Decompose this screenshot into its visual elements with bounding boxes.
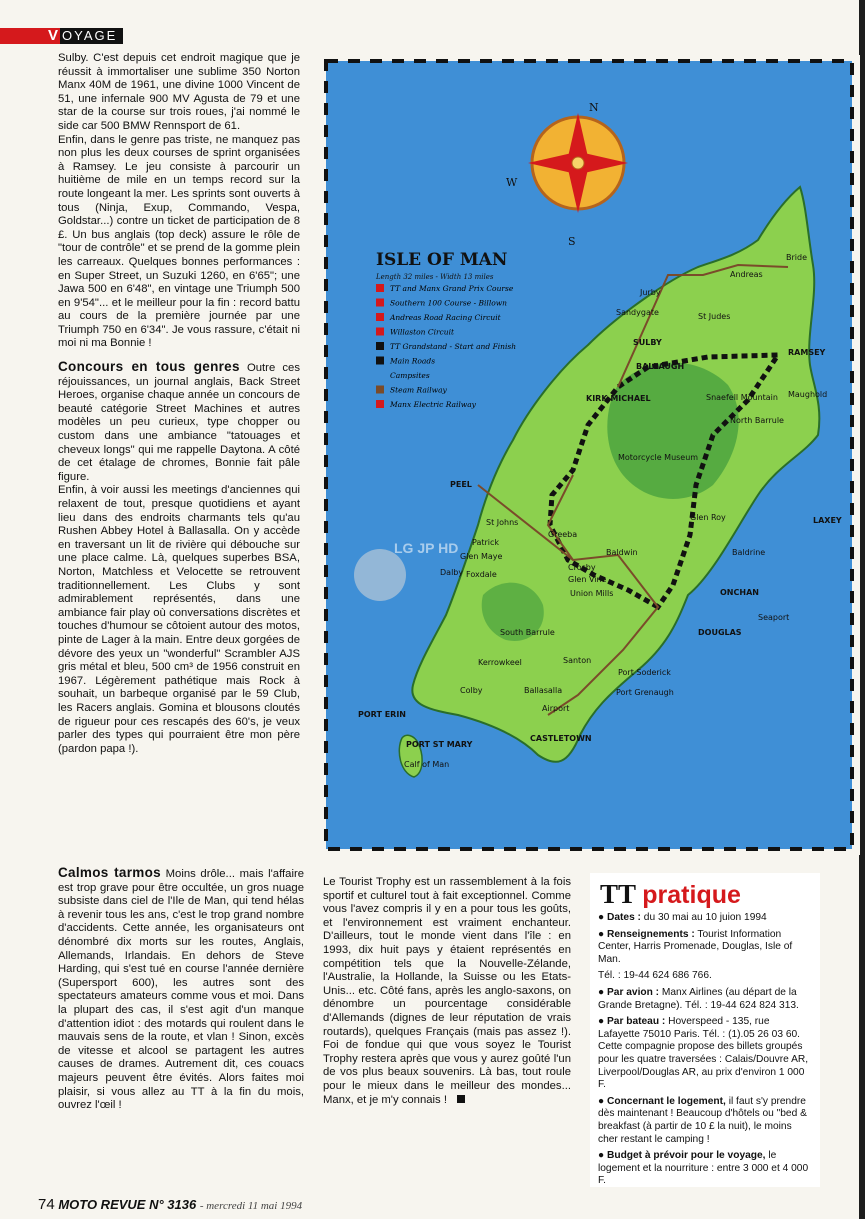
place-label: Sandygate bbox=[616, 308, 659, 317]
page-footer bbox=[38, 1196, 302, 1213]
info-label: ● Renseignements : bbox=[598, 928, 695, 940]
place-label: Airport bbox=[542, 704, 570, 713]
place-label: DOUGLAS bbox=[698, 628, 742, 637]
info-text: du 30 mai au 10 juion 1994 bbox=[640, 912, 767, 923]
page-number: 74 bbox=[38, 1196, 55, 1213]
issue-date: - mercredi 11 mai 1994 bbox=[199, 1200, 303, 1212]
place-label: Seaport bbox=[758, 613, 790, 622]
legend-label: Main Roads bbox=[390, 356, 436, 366]
legend-swatch bbox=[376, 400, 384, 408]
section-header bbox=[0, 28, 123, 44]
column-left-bottom bbox=[58, 866, 304, 1113]
compass-n: N bbox=[589, 101, 599, 114]
place-label: PEEL bbox=[450, 480, 472, 489]
info-item bbox=[598, 987, 814, 1012]
place-label: LAXEY bbox=[813, 516, 842, 525]
place-label: Dalby bbox=[440, 568, 464, 577]
legend-label: Campsites bbox=[390, 371, 430, 380]
paragraph bbox=[58, 866, 304, 1113]
place-label: Kerrowkeel bbox=[478, 658, 522, 667]
box-title bbox=[600, 879, 820, 910]
place-label: Baldwin bbox=[606, 548, 638, 557]
info-text: le logement et la nourriture : entre 3 000 et 4 000 F. bbox=[598, 1150, 809, 1187]
lead-heading: Calmos tarmos bbox=[58, 865, 161, 880]
paragraph: Sulby. C'est depuis cet endroit magique que je réussit à immortaliser une sublime 350 Norton Manx 40M de 1961, une divine 1000 Vincent de 51, une infernale 900 MV Agusta de 79 et une star de la course sur trois roues, j'ai nommé le side car 500 BMW Rennsport de 61. bbox=[58, 52, 300, 132]
legend-label: TT Grandstand - Start and Finish bbox=[390, 342, 517, 351]
map-subtitle: Length 32 miles - Width 13 miles bbox=[376, 273, 494, 281]
place-label: Santon bbox=[563, 656, 592, 665]
place-label: KIRK MICHAEL bbox=[586, 394, 651, 403]
info-text: il faut s'y prendre dès maintenant ! Beaucoup d'hôtels ou "bed & breakfast (à partir de 10 £ la nuit), le moins cher restant le camping ! bbox=[598, 1095, 807, 1145]
logo-text: LG JP HD bbox=[394, 540, 459, 556]
paragraph-text: Outre ces réjouissances, un journal anglais, Back Street Heroes, organise chaque année un concours de beauté catégorie Street Machines et autres modèles un peu curieux, type chopper ou custom dans une ambiance "tatouages et cheveux longs" qui me rappelle Daytona. A côté de cet étalage de chromes, Bonnie fait pâle figure. bbox=[58, 362, 300, 483]
info-item bbox=[598, 970, 814, 983]
header-word: OYAGE bbox=[60, 28, 123, 44]
place-label: Greeba bbox=[548, 530, 578, 539]
paragraph: Enfin, à voir aussi les meetings d'anciennes qui relaxent de tout, presque quotidiens et ayant lieu dans des endroits charmants tels qu'au Rushen Abbey Hotel à Ballasalla. On y accède en traversant un lit de rivière qui débouche sur une place calme. Là, quelques superbes BSA, Norton, Matchless et Velocette se retrouvent traditionnellement. Les Clubs y sont admirablement représentés, dans une ambiance fair play où conversations discrètes et touches d'humour se côtoient autour des motos, pinte de Lager à la main. Entre deux gorgées de dévore des yeux un "wonderful" Scrambler AJS gris métal et bleu, 500 cm³ de 1956 construit en 1967. Légèrement pathétique mais Rock à souhait, un barbeque organisé par le 59 Club, les Racers anglais. Gomina et blousons cloutés de rigueur pour ces rescapés des 60's, je veux parler des types qui pourraient être mon père (pardon papa !). bbox=[58, 484, 300, 755]
place-label: Union Mills bbox=[570, 589, 614, 598]
legend-swatch bbox=[376, 328, 384, 336]
place-label: PORT ST MARY bbox=[406, 740, 473, 749]
place-label: Glen Roy bbox=[690, 513, 726, 522]
place-label: St Judes bbox=[698, 312, 731, 321]
place-label: Snaefell Mountain bbox=[706, 393, 778, 402]
info-label: ● Budget à prévoir pour le voyage, bbox=[598, 1150, 766, 1162]
legend-label: Willaston Circuit bbox=[390, 327, 455, 337]
isle-of-man-map bbox=[318, 55, 860, 855]
legend-swatch bbox=[376, 386, 384, 394]
place-label: Bride bbox=[786, 253, 807, 262]
place-label: South Barrule bbox=[500, 628, 555, 637]
tt-pratique-box bbox=[590, 873, 820, 1187]
end-mark bbox=[457, 1095, 465, 1103]
paragraph bbox=[58, 360, 300, 484]
legend-swatch bbox=[376, 299, 384, 307]
info-text: Tourist Information Center, Harris Promenade, Douglas, Isle of Man. bbox=[598, 928, 793, 965]
compass-s: S bbox=[568, 235, 576, 248]
place-label: Calf of Man bbox=[404, 760, 450, 769]
legend-label: Southern 100 Course - Billown bbox=[390, 298, 507, 308]
place-label: Ballasalla bbox=[524, 686, 563, 695]
legend-swatch bbox=[376, 371, 384, 379]
place-label: Foxdale bbox=[466, 570, 497, 579]
info-item bbox=[598, 1016, 814, 1092]
legend-swatch bbox=[376, 357, 384, 365]
place-label: Jurby bbox=[640, 288, 661, 297]
place-label: Crosby bbox=[568, 563, 596, 572]
info-text: Manx Airlines (au départ de la Grande Bretagne). Tél. : 19-44 624 824 313. bbox=[598, 986, 799, 1011]
info-text: Tél. : 19-44 624 686 766. bbox=[598, 970, 712, 982]
info-label: ● Par avion : bbox=[598, 986, 660, 998]
info-item bbox=[598, 1096, 814, 1146]
info-item bbox=[598, 929, 814, 967]
legend-label: TT and Manx Grand Prix Course bbox=[390, 284, 514, 293]
place-label: Port Soderick bbox=[618, 668, 671, 677]
legend-label: Manx Electric Railway bbox=[390, 400, 476, 409]
box-title-tt: TT bbox=[600, 879, 636, 909]
paragraph-text: Moins drôle... mais l'affaire est trop grave pour être occultée, un gros nuage subsiste dans ciel de l'Ile de Man, qui tend hélas à revenir tous les ans, c'est le trop grand nombre d'accidents. Cette année, les organisateurs ont dénombré dix morts sur les routes, Anglais, Allemands, Irlandais. En dehors de Steve Harding, qui s'est tué en course l'année dernière (Supersport 600), les autres sont des spectateurs amateurs comme vous et moi. Dans la plupart des cas, il s'est agit d'un manque d'attention idiot : des motards qui roulent dans le mauvais sens de la route, et vlan ! Sinon, excès de vitesse et alcool se partagent les autres causes de drames. Autrement dit, ces couacs majeurs peuvent être évités. Alors faites moi plaisir, si vous allez au TT à la fin du mois, ouvrez l'œil ! bbox=[58, 868, 305, 1112]
lead-heading: Concours en tous genres bbox=[58, 359, 240, 375]
map-title: ISLE OF MAN bbox=[376, 250, 508, 270]
compass-w: W bbox=[506, 176, 518, 189]
legend-swatch bbox=[376, 342, 384, 350]
info-item bbox=[598, 1150, 814, 1188]
paragraph bbox=[323, 876, 571, 1107]
box-title-pratique: pratique bbox=[642, 881, 741, 909]
column-left-top bbox=[58, 52, 300, 756]
column-middle bbox=[323, 876, 571, 1107]
place-label: RAMSEY bbox=[788, 348, 826, 357]
place-label: Patrick bbox=[472, 538, 500, 547]
place-label: Motorcycle Museum bbox=[618, 453, 699, 462]
place-label: Maughold bbox=[788, 390, 828, 399]
place-label: Andreas bbox=[730, 270, 763, 279]
place-label: Baldrine bbox=[732, 548, 766, 557]
info-label: ● Par bateau : bbox=[598, 1016, 666, 1028]
info-text: Hoverspeed - 135, rue Lafayette 75010 Paris. Tél. : (1).05 26 03 60. Cette compagnie propose des billets groupés pour les quatre traversées : Calais/Douvre AR, Liverpool/Douglas AR, au prix d'environ 1 000 F. bbox=[598, 1016, 809, 1091]
paragraph: Enfin, dans le genre pas triste, ne manquez pas non plus les deux courses de sprint organisées à Ramsey. Le jeu consiste à parcourir un huitième de mile en un temps record sur la route longeant la mer. Les sprints sont ouverts à tous (Ninja, Exup, Commando, Vespa, Goldstar...) contre un ticket de participation de 8 £. Un bus anglais (top deck) assure le rôle de "tour de contrôle" et se prend de la gomme plein les carreaux. Quelques bonnes performances : en Super Street, un Suzuki 1260, en 6'65"; une Jawa 500 en 6'48", en vintage une Triumph 500 en 9'54"... et le meilleur pour la fin : record battu au cours de la première journée par une Triumph 750 en 6'34". Je vous rassure, c'était ni moi ni ma Bonnie ! bbox=[58, 133, 300, 350]
legend-label: Steam Railway bbox=[390, 385, 447, 395]
legend-swatch bbox=[376, 313, 384, 321]
place-label: ONCHAN bbox=[720, 588, 759, 597]
place-label: Colby bbox=[460, 686, 483, 695]
header-initial: V bbox=[0, 28, 60, 44]
place-label: SULBY bbox=[633, 338, 662, 347]
place-label: Glen Vine bbox=[568, 575, 607, 584]
box-items bbox=[590, 912, 820, 1188]
place-label: North Barrule bbox=[730, 416, 784, 425]
place-label: St Johns bbox=[486, 518, 519, 527]
place-label: Port Grenaugh bbox=[616, 688, 674, 697]
magazine-name: MOTO REVUE N° 3136 bbox=[58, 1197, 197, 1212]
paragraph-text: Le Tourist Trophy est un rassemblement à la fois sportif et culturel tout à fait exceptionnel. Comme vous l'avez compris il y en a pour tous les goûts, et l'environnement est vraiment enchanteur. D'ailleurs, tout le monde vient dans l'île : en 1993, dix huit pays y étaient représentés en compétition tels que la Nouvelle-Zélande, l'Australie, la Hollande, la Suisse ou les Etats-Unis... etc. Côté fans, après les anglo-saxons, on dénombre un pourcentage considérable d'Allemands (dignes de leur réputation de vrais routards), quelques Français (mais pas assez !). Foi de fondue qui que vous soyez le Tourist Trophy restera après que vous y aurez goûté l'un de vos plus beaux souvenirs. Là bas, tout roule pour le mieux dans le meilleur des mondes... Manx, et je m'y connais ! bbox=[323, 876, 571, 1106]
info-item bbox=[598, 912, 814, 925]
info-label: ● Dates : bbox=[598, 912, 641, 923]
place-label: BALLAUGH bbox=[636, 362, 685, 371]
place-label: PORT ERIN bbox=[358, 710, 407, 719]
info-label: ● Concernant le logement, bbox=[598, 1095, 726, 1107]
place-label: CASTLETOWN bbox=[530, 734, 592, 743]
legend-swatch bbox=[376, 284, 384, 292]
legend-label: Andreas Road Racing Circuit bbox=[390, 313, 501, 322]
place-label: Glen Maye bbox=[460, 552, 503, 561]
